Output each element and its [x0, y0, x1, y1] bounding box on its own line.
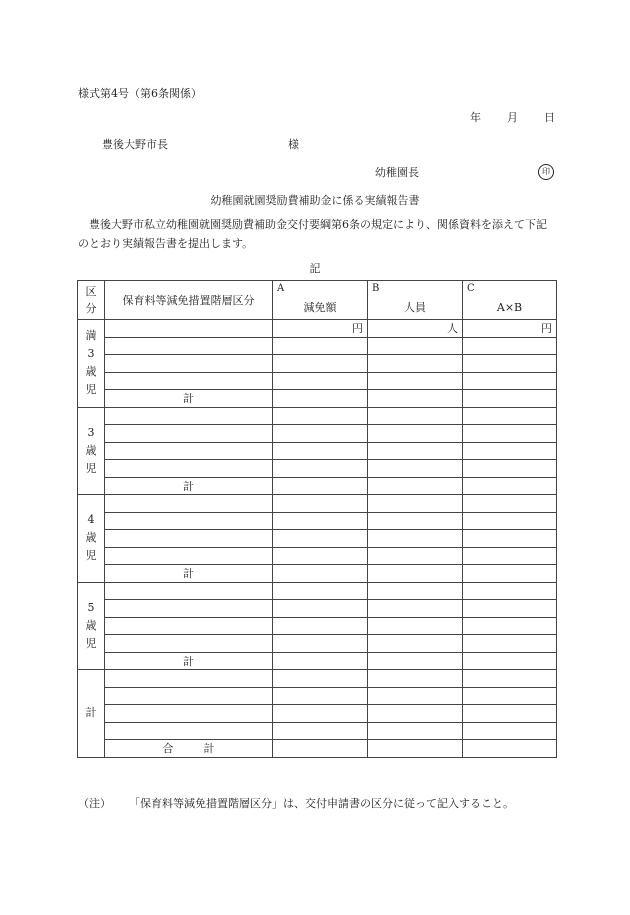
value-cell-c [463, 337, 557, 355]
reduction-class-cell [105, 635, 273, 653]
header-col-b-letter: B [372, 283, 380, 294]
value-cell-a [273, 670, 368, 688]
value-cell-b [368, 722, 463, 740]
report-table [77, 280, 557, 758]
subtotal-label: 計 [105, 652, 273, 670]
table-row [78, 442, 557, 460]
value-cell-a [273, 337, 368, 355]
group-label-char: 児 [85, 383, 97, 397]
table-row [78, 670, 557, 688]
group-label-char: 児 [85, 549, 97, 563]
value-cell-c [463, 687, 557, 705]
subtotal-label: 計 [105, 565, 273, 583]
value-cell-c [463, 722, 557, 740]
value-cell-a [273, 635, 368, 653]
reduction-class-cell [105, 582, 273, 600]
value-cell-c [463, 495, 557, 513]
value-cell-b [368, 740, 463, 758]
table-row [78, 407, 557, 425]
value-cell-c [463, 600, 557, 618]
value-cell-b [368, 635, 463, 653]
value-cell-b [368, 705, 463, 723]
group-label-char: 児 [85, 461, 97, 475]
value-cell-a [273, 477, 368, 495]
reduction-class-cell [105, 600, 273, 618]
addressee-name: 豊後大野市長 [102, 138, 168, 151]
value-cell-a [273, 705, 368, 723]
ki-label: 記 [309, 262, 321, 275]
footnote-mark: （注） [78, 797, 111, 810]
value-cell-b [368, 565, 463, 583]
value-cell-c [463, 547, 557, 565]
value-cell-b [368, 477, 463, 495]
subtotal-label: 計 [105, 477, 273, 495]
group-label-char: 歳 [85, 531, 97, 545]
value-cell-b [368, 582, 463, 600]
header-col-c-letter: C [467, 283, 475, 294]
reduction-class-cell [105, 372, 273, 390]
table-row [78, 460, 557, 478]
value-cell-c [463, 355, 557, 373]
value-cell-b [368, 547, 463, 565]
value-cell-b [368, 670, 463, 688]
value-cell-a [273, 372, 368, 390]
value-cell-c [463, 617, 557, 635]
value-cell-a [273, 565, 368, 583]
unit-cell-b: 人 [368, 320, 463, 338]
reduction-class-cell [105, 320, 273, 338]
table-row [78, 722, 557, 740]
reduction-class-cell [105, 670, 273, 688]
value-cell-b [368, 407, 463, 425]
value-cell-b [368, 337, 463, 355]
value-cell-c [463, 635, 557, 653]
value-cell-b [368, 617, 463, 635]
value-cell-b [368, 460, 463, 478]
table-row [78, 582, 557, 600]
value-cell-b [368, 372, 463, 390]
group-label-char: 3 [87, 425, 95, 439]
reduction-class-cell [105, 495, 273, 513]
form-number: 様式第4号（第6条関係） [78, 87, 202, 100]
header-col-c-label: A×B [496, 300, 523, 314]
document-title: 幼稚園就園奨励費補助金に係る実績報告書 [210, 194, 420, 207]
value-cell-b [368, 530, 463, 548]
table-row [78, 635, 557, 653]
table-row [78, 547, 557, 565]
reduction-class-cell [105, 512, 273, 530]
table-row [78, 652, 557, 670]
reduction-class-cell [105, 407, 273, 425]
value-cell-a [273, 495, 368, 513]
group-label-char: 歳 [85, 443, 97, 457]
seal-mark: 印 [538, 164, 554, 180]
unit-cell-c: 円 [463, 320, 557, 338]
value-cell-c [463, 652, 557, 670]
value-cell-c [463, 512, 557, 530]
reduction-class-cell [105, 425, 273, 443]
value-cell-b [368, 355, 463, 373]
value-cell-b [368, 495, 463, 513]
value-cell-a [273, 460, 368, 478]
value-cell-b [368, 442, 463, 460]
grand-total-right: 計 [203, 742, 215, 756]
table-row [78, 337, 557, 355]
body-text: 豊後大野市私立幼稚園就園奨励費補助金交付要綱第6条の規定により、関係資料を添えて下記のとおり実績報告書を提出します。 [78, 218, 547, 250]
date-line [470, 109, 555, 125]
value-cell-c [463, 740, 557, 758]
table-row [78, 355, 557, 373]
reduction-class-cell [105, 442, 273, 460]
group-label-char: 児 [85, 636, 97, 650]
date-day: 日 [544, 111, 555, 124]
header-col-a-letter: A [277, 283, 285, 294]
reduction-class-cell [105, 460, 273, 478]
table-row [78, 320, 557, 338]
grand-total-left: 合 [162, 742, 174, 756]
header-col-a [273, 281, 368, 320]
group-label-char: 計 [85, 706, 97, 720]
value-cell-b [368, 652, 463, 670]
addressee [102, 136, 299, 152]
value-cell-a [273, 722, 368, 740]
value-cell-b [368, 600, 463, 618]
header-col-b [368, 281, 463, 320]
value-cell-a [273, 530, 368, 548]
value-cell-a [273, 355, 368, 373]
footnote [78, 795, 514, 811]
grand-total-label [105, 740, 273, 758]
group-label-char: 4 [87, 513, 95, 527]
value-cell-a [273, 442, 368, 460]
value-cell-c [463, 390, 557, 408]
principal-label: 幼稚園長 [375, 166, 419, 179]
reduction-class-cell [105, 617, 273, 635]
value-cell-c [463, 705, 557, 723]
reduction-class-cell [105, 722, 273, 740]
reduction-class-cell [105, 687, 273, 705]
honorific: 様 [288, 138, 299, 151]
table-row [78, 705, 557, 723]
value-cell-c [463, 460, 557, 478]
table-row [78, 565, 557, 583]
value-cell-b [368, 687, 463, 705]
report-table-body [78, 281, 557, 758]
value-cell-c [463, 582, 557, 600]
value-cell-a [273, 407, 368, 425]
value-cell-a [273, 425, 368, 443]
value-cell-c [463, 477, 557, 495]
header-category-label: 区分 [85, 285, 97, 315]
group-label [78, 582, 105, 670]
value-cell-a [273, 512, 368, 530]
header-col-c [463, 281, 557, 320]
reduction-class-cell [105, 355, 273, 373]
table-row [78, 530, 557, 548]
group-label [78, 320, 105, 408]
header-category [78, 281, 105, 320]
date-month: 月 [507, 111, 518, 124]
reduction-class-cell [105, 547, 273, 565]
value-cell-a [273, 390, 368, 408]
header-reduction-class: 保育料等減免措置階層区分 [105, 281, 273, 320]
group-label [78, 407, 105, 495]
header-col-b-label: 人員 [404, 301, 426, 314]
group-label-char: 満 [85, 329, 97, 343]
group-label-char: 5 [87, 600, 95, 614]
header-col-a-label: 減免額 [303, 301, 337, 314]
date-year: 年 [470, 111, 481, 124]
table-header-row [78, 281, 557, 320]
reduction-class-cell [105, 337, 273, 355]
group-label-char: 歳 [85, 618, 97, 632]
value-cell-c [463, 407, 557, 425]
value-cell-a [273, 617, 368, 635]
group-label-char: 3 [87, 347, 95, 361]
value-cell-a [273, 652, 368, 670]
table-row [78, 600, 557, 618]
reduction-class-cell [105, 530, 273, 548]
group-label-char: 歳 [85, 365, 97, 379]
group-label [78, 670, 105, 758]
value-cell-a [273, 687, 368, 705]
table-row [78, 740, 557, 758]
group-label [78, 495, 105, 583]
value-cell-b [368, 390, 463, 408]
value-cell-c [463, 670, 557, 688]
table-row [78, 495, 557, 513]
unit-cell-a: 円 [273, 320, 368, 338]
value-cell-a [273, 547, 368, 565]
subtotal-label: 計 [105, 390, 273, 408]
value-cell-b [368, 425, 463, 443]
table-row [78, 390, 557, 408]
table-row [78, 372, 557, 390]
table-row [78, 687, 557, 705]
footnote-text: 「保育料等減免措置階層区分」は、交付申請書の区分に従って記入すること。 [129, 797, 514, 810]
value-cell-c [463, 372, 557, 390]
reduction-class-cell [105, 705, 273, 723]
value-cell-c [463, 425, 557, 443]
table-row [78, 477, 557, 495]
table-row [78, 617, 557, 635]
table-row [78, 425, 557, 443]
value-cell-a [273, 740, 368, 758]
value-cell-c [463, 530, 557, 548]
value-cell-a [273, 582, 368, 600]
value-cell-c [463, 442, 557, 460]
value-cell-b [368, 512, 463, 530]
value-cell-a [273, 600, 368, 618]
table-row [78, 512, 557, 530]
value-cell-c [463, 565, 557, 583]
